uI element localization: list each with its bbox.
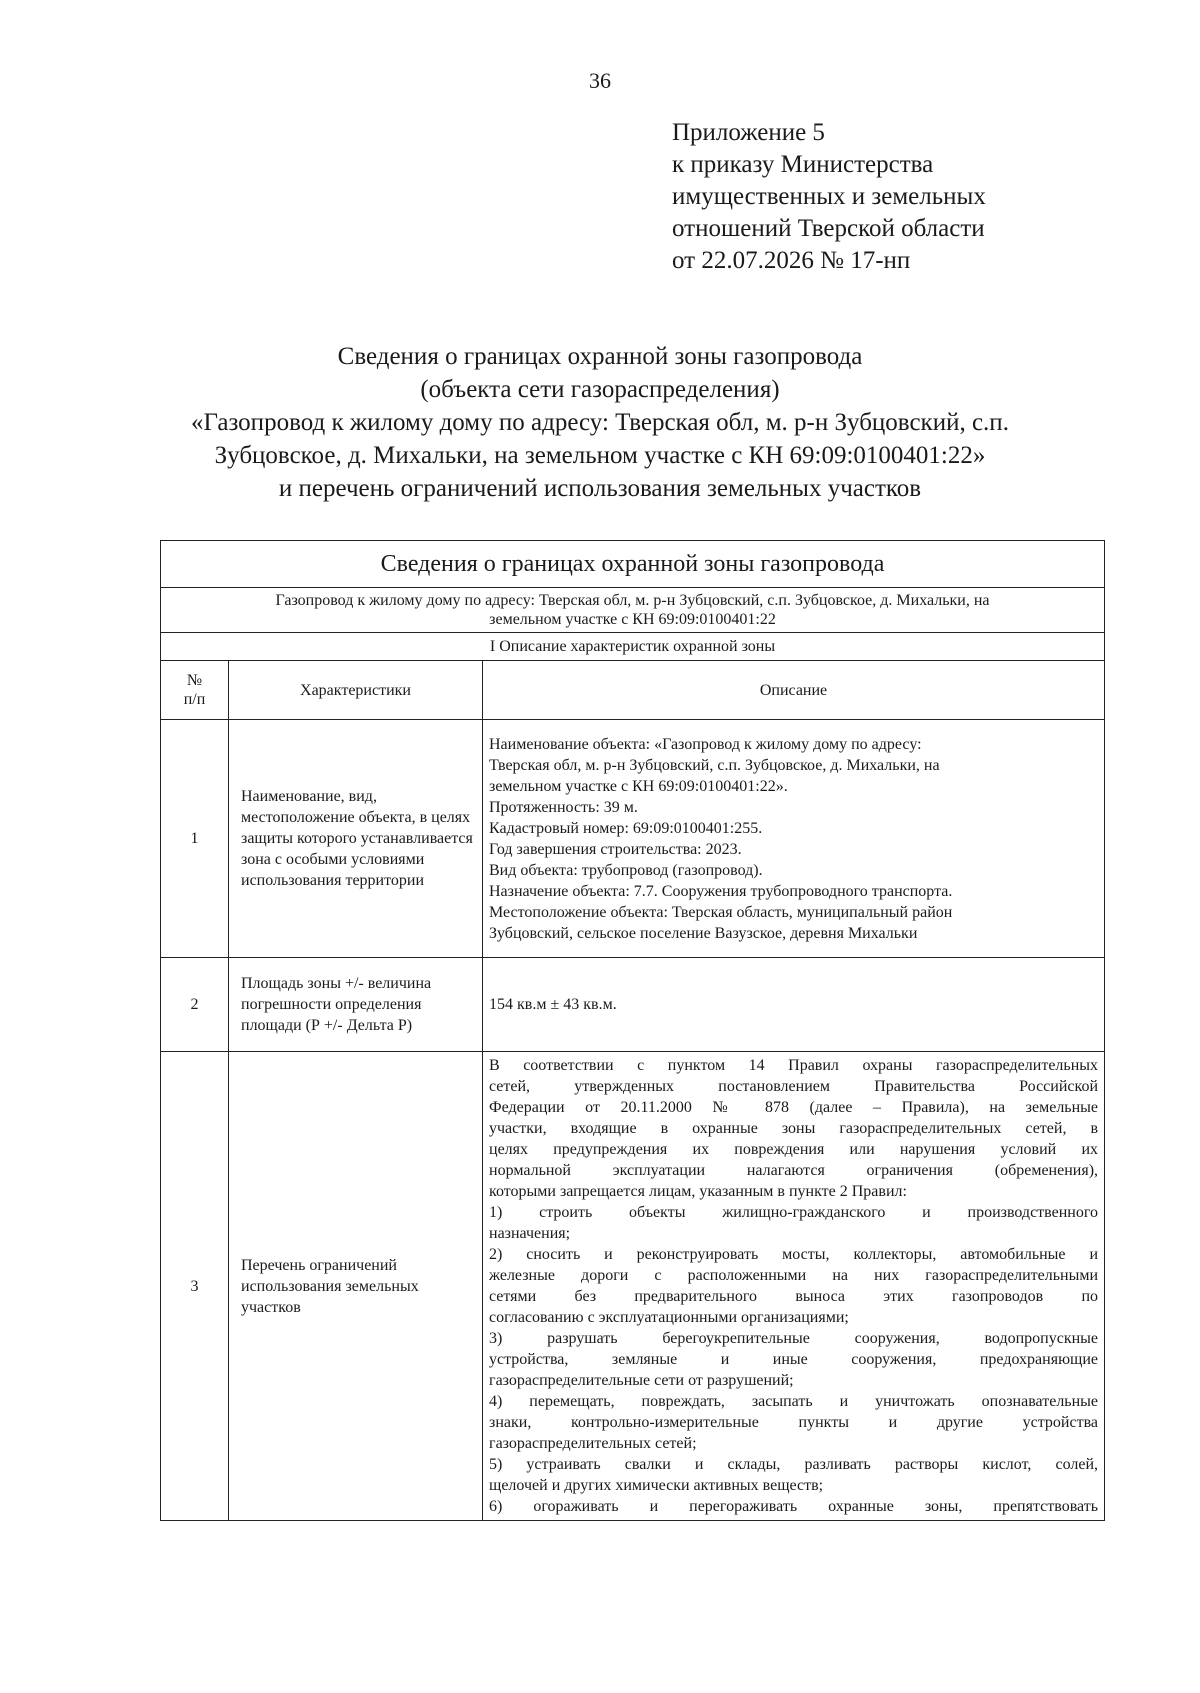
row-characteristic: Площадь зоны +/- величина погрешности определения площади (Р +/- Дельта Р) (229, 958, 483, 1052)
description-line: Зубцовский, сельское поселение Вазузское, деревня Михальки (489, 924, 918, 942)
row-number: 3 (161, 1052, 229, 1521)
description-line: нормальной эксплуатации налагаются ограничения (обременения), (489, 1162, 1099, 1179)
row-number: 2 (161, 958, 229, 1052)
row-description (483, 720, 1105, 958)
description-line: которыми запрещается лицам, указанным в пункте 2 Правил: (489, 1183, 907, 1200)
column-header-characteristics: Характеристики (229, 661, 483, 720)
description-line: 6) огораживать и перегораживать охранные зоны, препятствовать (489, 1498, 1099, 1515)
title-line: «Газопровод к жилому дому по адресу: Тверская обл, м. р-н Зубцовский, с.п. (191, 409, 1009, 436)
title-line: и перечень ограничений использования земельных участков (278, 475, 922, 502)
page-number: 36 (589, 68, 611, 93)
row-number: 1 (161, 720, 229, 958)
description-line: земельном участке с КН 69:09:0100401:22». (489, 777, 788, 795)
title-line: Зубцовское, д. Михальки, на земельном участке с КН 69:09:0100401:22» (214, 442, 986, 469)
appendix-line: Приложение 5 (672, 119, 825, 146)
description-line: В соответствии с пунктом 14 Правил охраны газораспределительных (489, 1057, 1099, 1074)
row-description (483, 958, 1105, 1052)
appendix-line: отношений Тверской области (672, 215, 985, 242)
object-name-line: земельном участке с КН 69:09:0100401:22 (489, 611, 776, 628)
row-characteristic: Наименование, вид, местоположение объекта, в целях защиты которого устанавливается зона с особыми условиями использования территории (229, 720, 483, 958)
protection-zone-table (160, 540, 1105, 1521)
description-line: сетями без предварительного выноса этих газопроводов по (489, 1288, 1099, 1305)
description-line: Год завершения строительства: 2023. (489, 840, 742, 858)
row-characteristic: Перечень ограничений использования земельных участков (229, 1052, 483, 1521)
description-line: газораспределительные сети от разрушений; (489, 1372, 794, 1389)
description-line: Вид объекта: трубопровод (газопровод). (489, 861, 763, 879)
description-line: железные дороги с расположенными на них газораспределительными (489, 1267, 1099, 1284)
description-line: 2) сносить и реконструировать мосты, коллекторы, автомобильные и (489, 1246, 1099, 1263)
title-line: (объекта сети газораспределения) (420, 376, 780, 403)
description-line: 154 кв.м ± 43 кв.м. (489, 996, 617, 1013)
table-object-name (161, 588, 1105, 633)
description-line: назначения; (489, 1225, 571, 1242)
description-line: щелочей и других химически активных веществ; (489, 1477, 824, 1494)
description-line: Протяженность: 39 м. (489, 798, 638, 816)
appendix-line: имущественных и земельных (672, 183, 986, 210)
document-title (60, 340, 1140, 505)
description-line: 4) перемещать, повреждать, засыпать и уничтожать опознавательные (489, 1393, 1099, 1410)
description-line: согласованию с эксплуатационными организациями; (489, 1309, 849, 1326)
object-name-line: Газопровод к жилому дому по адресу: Тверская обл, м. р-н Зубцовский, с.п. Зубцовское, д. Михальки, на (275, 592, 990, 609)
table-section-title: I Описание характеристик охранной зоны (161, 633, 1105, 661)
description-line: 3) разрушать берегоукрепительные сооружения, водопропускные (489, 1330, 1099, 1347)
table-row (161, 720, 1105, 958)
description-line: устройства, земляные и иные сооружения, предохраняющие (489, 1351, 1099, 1368)
description-line: Федерации от 20.11.2000 № 878 (далее – Правила), на земельные (489, 1099, 1099, 1116)
description-line: Местоположение объекта: Тверская область, муниципальный район (489, 903, 953, 921)
description-line: Кадастровый номер: 69:09:0100401:255. (489, 819, 763, 837)
description-line: 5) устраивать свалки и склады, разливать растворы кислот, солей, (489, 1456, 1099, 1473)
description-line: Наименование объекта: «Газопровод к жилому дому по адресу: (489, 735, 922, 753)
column-header-description: Описание (483, 661, 1105, 720)
table-row (161, 1052, 1105, 1521)
description-line: целях предупреждения их повреждения или нарушения условий их (489, 1141, 1099, 1158)
appendix-block (672, 117, 986, 277)
table-row (161, 958, 1105, 1052)
description-line: газораспределительных сетей; (489, 1435, 697, 1452)
appendix-line: от 22.07.2026 № 17-нп (672, 247, 911, 274)
appendix-line: к приказу Министерства (672, 151, 934, 178)
description-line: сетей, утвержденных постановлением Правительства Российской (489, 1078, 1099, 1095)
table-heading: Сведения о границах охранной зоны газопровода (161, 541, 1105, 588)
title-line: Сведения о границах охранной зоны газопровода (337, 343, 863, 370)
column-header-number: № п/п (161, 661, 229, 720)
description-line: 1) строить объекты жилищно-гражданского и производственного (489, 1204, 1099, 1221)
description-line: Тверская обл, м. р-н Зубцовский, с.п. Зубцовское, д. Михальки, на (489, 756, 940, 774)
description-line: знаки, контрольно-измерительные пункты и другие устройства (489, 1414, 1099, 1431)
description-line: Назначение объекта: 7.7. Сооружения трубопроводного транспорта. (489, 882, 953, 900)
description-line: участки, входящие в охранные зоны газораспределительных сетей, в (489, 1120, 1099, 1137)
row-description (483, 1052, 1105, 1521)
